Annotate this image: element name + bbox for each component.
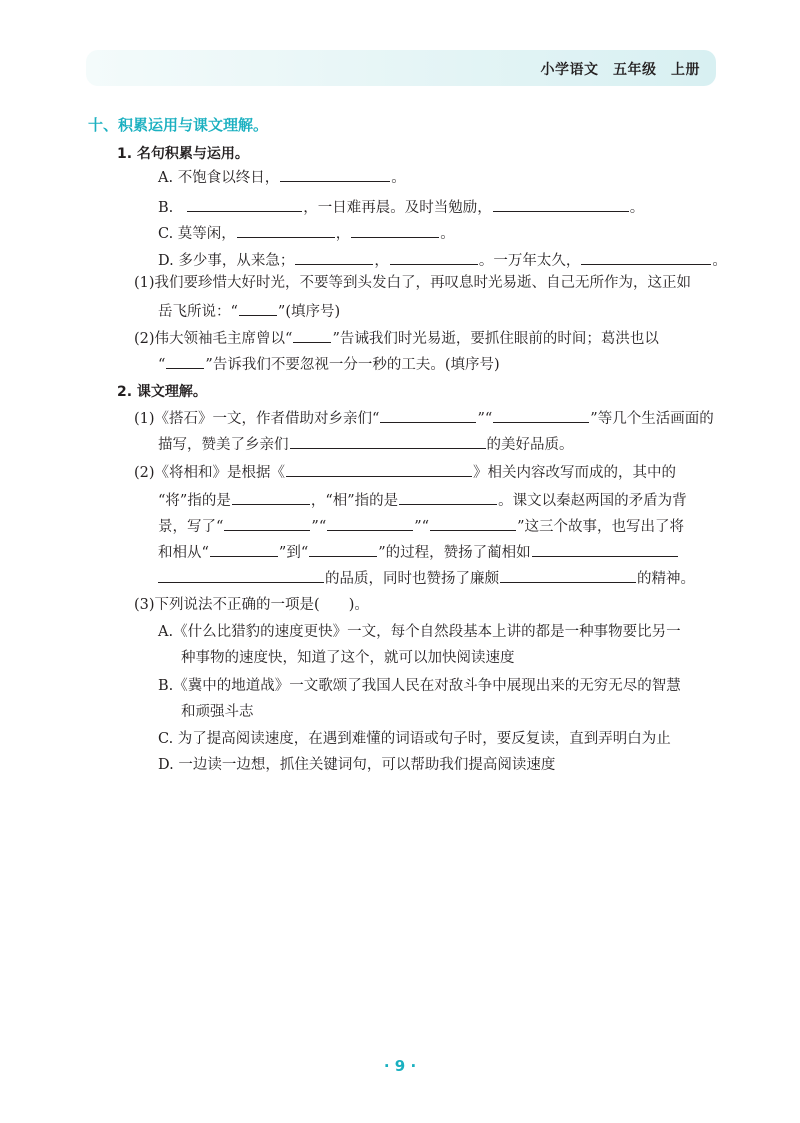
- blank-d2[interactable]: [390, 248, 478, 265]
- p2-q2-line-4: [158, 540, 679, 563]
- section-title: 十、积累运用与课文理解。: [88, 116, 269, 134]
- blank-p2q2k[interactable]: [500, 566, 636, 583]
- p2-q2-l3-a: 景，写了“: [158, 519, 224, 535]
- option-c: C. 为了提高阅读速度，在遇到难懂的词语或句子时，要反复读，直到弄明白为止: [158, 731, 671, 747]
- question-2-line-2: [158, 352, 500, 375]
- blank-p2q2g[interactable]: [210, 540, 278, 557]
- item-d-text: D. 多少事，从来急；: [158, 253, 295, 269]
- p2-q2-suffix: 》相关内容改写而成的，其中的: [473, 465, 677, 481]
- item-d-sep: ，: [374, 253, 389, 269]
- p2-q2-line-2: [158, 488, 687, 511]
- header-bar: [86, 50, 716, 86]
- item-a-text: A. 不饱食以终日，: [158, 170, 280, 186]
- blank-q1[interactable]: [239, 299, 277, 316]
- item-d: [158, 248, 727, 271]
- p2-q2-l2-b: ，“相”指的是: [310, 493, 399, 509]
- item-b-text: ，一日难再晨。及时当勉励，: [303, 200, 492, 216]
- item-a-end: 。: [391, 170, 406, 186]
- item-b: [158, 195, 644, 218]
- question-2-text: ”告诫我们时光易逝，要抓住眼前的时间；葛洪也以: [332, 331, 659, 347]
- question-1-prefix: 岳飞所说：“: [158, 304, 238, 320]
- item-d-end: 。: [712, 253, 727, 269]
- p2-q2-l3-c: ”“: [414, 519, 430, 535]
- page-number: · 9 ·: [383, 1057, 417, 1075]
- part2-title: 2. 课文理解。: [117, 384, 207, 400]
- p2-q2-l2-c: 。课文以秦赵两国的矛盾为背: [498, 493, 687, 509]
- p2-q2-l4-a: 和相从“: [158, 545, 209, 561]
- question-2-line-1: [134, 326, 659, 349]
- item-c-sep: ，: [335, 226, 351, 242]
- p2-q2-prefix: (2)《将相和》是根据《: [134, 465, 286, 481]
- question-1-line-2: [158, 299, 340, 322]
- p2-q2-l5-b: 的精神。: [637, 571, 695, 587]
- option-a-line-2: 种事物的速度快，知道了这个，就可以加快阅读速度: [181, 650, 515, 666]
- blank-p2q2d[interactable]: [224, 514, 310, 531]
- p2-q2-l3-b: ”“: [311, 519, 327, 535]
- part1-title: 1. 名句积累与运用。: [117, 146, 249, 162]
- option-b-line-1: B.《冀中的地道战》一文歌颂了我国人民在对敌斗争中展现出来的无穷无尽的智慧: [158, 678, 681, 694]
- item-b-label: B.: [158, 200, 174, 216]
- blank-p2q2c[interactable]: [399, 488, 497, 505]
- p2-q2-line-5: [158, 566, 695, 589]
- p2-q2-l3-d: ”这三个故事，也写出了将: [517, 519, 684, 535]
- p2-q1-sep: ”“: [477, 411, 493, 427]
- blank-p2q2i[interactable]: [532, 540, 678, 557]
- item-c-end: 。: [440, 226, 455, 242]
- p2-q2-l5-a: 的品质，同时也赞扬了廉颇: [325, 571, 499, 587]
- option-a-line-1: A.《什么比猎豹的速度更快》一文，每个自然段基本上讲的都是一种事物要比另一: [158, 624, 681, 640]
- p2-q2-l4-b: ”到“: [278, 545, 309, 561]
- p2-q2-line-3: [158, 514, 684, 537]
- blank-c1[interactable]: [237, 221, 335, 238]
- question-2-suffix: ”告诉我们不要忽视一分一秒的工夫。(填序号): [205, 357, 500, 373]
- blank-p2q2j[interactable]: [158, 566, 324, 583]
- blank-p2q1c[interactable]: [290, 432, 486, 449]
- option-d: D. 一边读一边想，抓住关键词句，可以帮助我们提高阅读速度: [158, 757, 556, 773]
- item-a: [158, 165, 406, 188]
- p2-q1-line-2: [158, 432, 574, 455]
- blank-p2q1a[interactable]: [380, 406, 476, 423]
- blank-q2b[interactable]: [166, 352, 204, 369]
- item-c: [158, 221, 455, 244]
- blank-d1[interactable]: [295, 248, 373, 265]
- blank-a[interactable]: [280, 165, 390, 182]
- blank-p2q2f[interactable]: [430, 514, 516, 531]
- blank-p2q2e[interactable]: [327, 514, 413, 531]
- item-b-end: 。: [629, 200, 645, 216]
- p2-q2-line-1: [134, 460, 676, 483]
- blank-q2a[interactable]: [293, 326, 331, 343]
- header-title: 小学语文 五年级 上册: [540, 62, 700, 78]
- question-1-suffix: ”(填序号): [277, 304, 341, 320]
- blank-p2q2a[interactable]: [286, 460, 472, 477]
- p2-q1-prefix: (1)《搭石》一文，作者借助对乡亲们“: [134, 411, 380, 427]
- p2-q1-l2-prefix: 描写，赞美了乡亲们: [158, 437, 289, 453]
- p2-q2-l2-a: “将”指的是: [158, 493, 231, 509]
- blank-b2[interactable]: [493, 195, 629, 212]
- blank-b1[interactable]: [187, 195, 302, 212]
- item-c-text: C. 莫等闲，: [158, 226, 236, 242]
- question-1-line-1: (1)我们要珍惜大好时光，不要等到头发白了，再叹息时光易逝、自己无所作为，这正如: [134, 275, 692, 291]
- blank-c2[interactable]: [351, 221, 439, 238]
- p2-q1-suffix: ”等几个生活画面的: [590, 411, 714, 427]
- question-2-prefix: (2)伟大领袖毛主席曾以“: [134, 331, 293, 347]
- option-b-line-2: 和顽强斗志: [181, 704, 254, 720]
- blank-d3[interactable]: [581, 248, 711, 265]
- blank-p2q1b[interactable]: [493, 406, 589, 423]
- blank-p2q2h[interactable]: [309, 540, 377, 557]
- question-2-open: “: [158, 357, 166, 373]
- p2-q3-stem: (3)下列说法不正确的一项是( )。: [134, 597, 369, 613]
- p2-q2-l4-c: ”的过程，赞扬了蔺相如: [378, 545, 531, 561]
- item-d-mid: 。一万年太久，: [478, 253, 581, 269]
- p2-q1-line-1: [134, 406, 714, 429]
- p2-q1-l2-suffix: 的美好品质。: [486, 437, 574, 453]
- blank-p2q2b[interactable]: [232, 488, 310, 505]
